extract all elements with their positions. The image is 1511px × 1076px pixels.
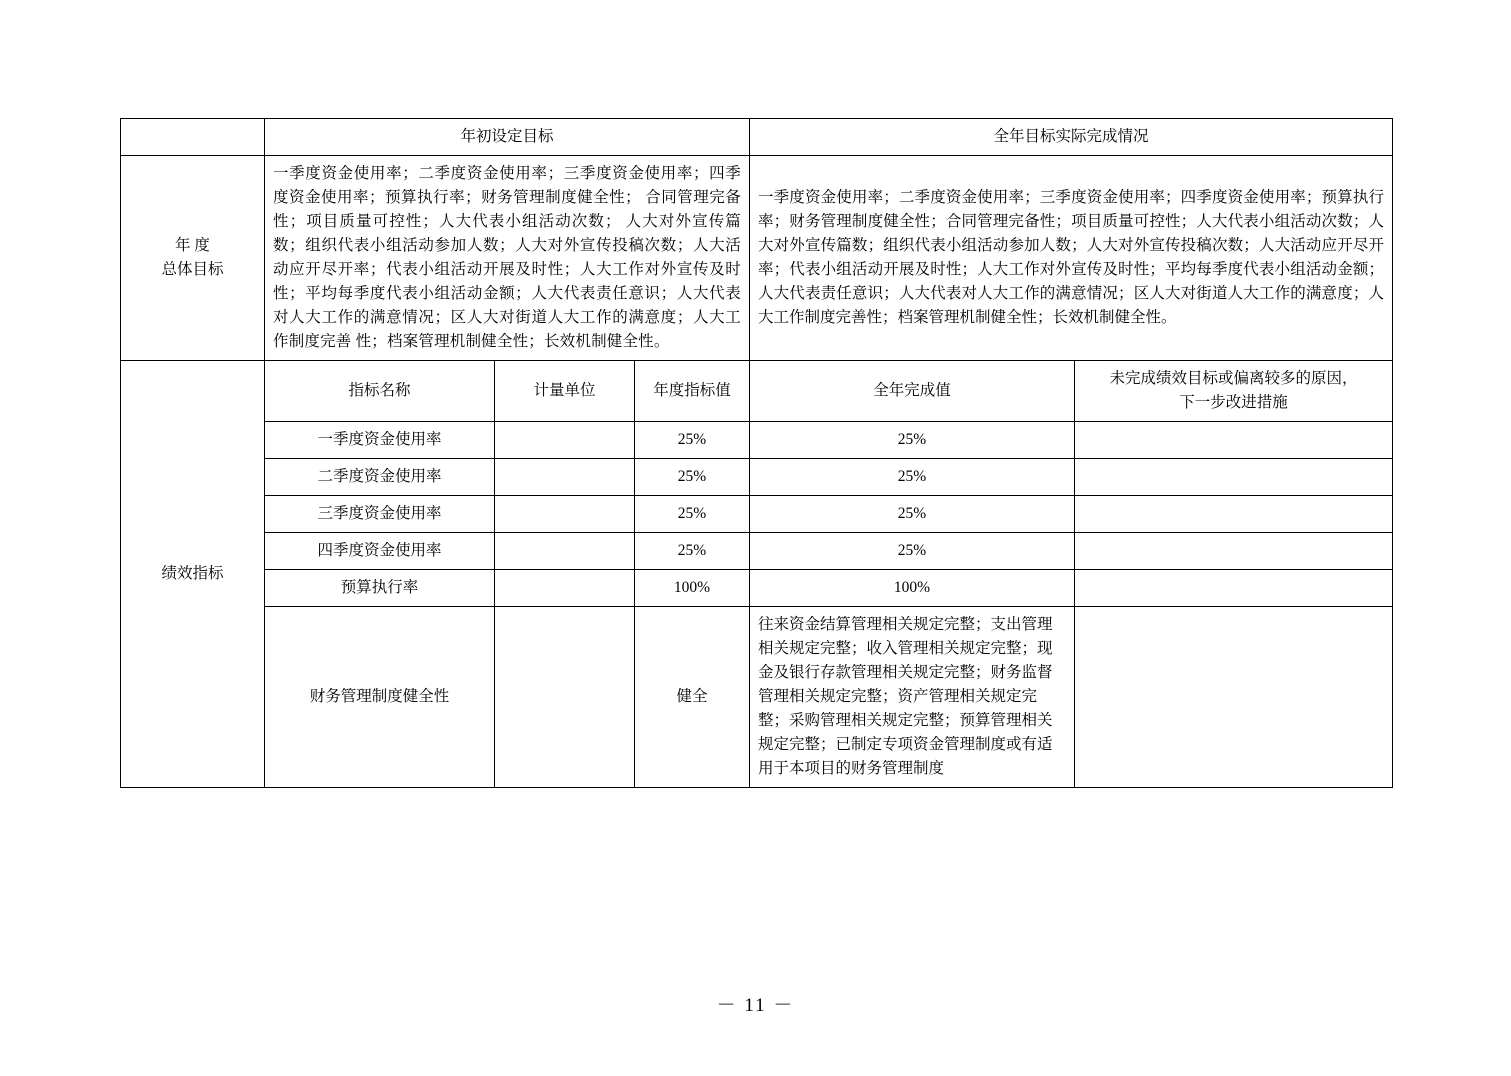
indicator-actual: 100% xyxy=(750,570,1075,607)
annual-goal-actual-text: 一季度资金使用率；二季度资金使用率；三季度资金使用率；四季度资金使用率；预算执行率；财务管理制度健全性；合同管理完备性；项目质量可控性；人大代表小组活动次数；人大对外宣传篇数；组织代表小组活动参加人数；人大对外宣传投稿次数；人大活动应开尽开率；代表小组活动开展及时性；人大工作对外宣传及时性；平均每季度代表小组活动金额；人大代表责任意识；人大代表对人大工作的满意情况；区人大对街道人大工作的满意度；人大工作制度完善性；档案管理机制健全性；长效机制健全性。 xyxy=(750,156,1393,361)
indicator-actual: 25% xyxy=(750,496,1075,533)
indicator-reason xyxy=(1075,422,1393,459)
indicator-actual: 25% xyxy=(750,422,1075,459)
annual-goal-label-line2: 总体目标 xyxy=(161,261,224,279)
indicator-target: 25% xyxy=(635,459,750,496)
indicator-unit xyxy=(495,496,635,533)
indicator-reason xyxy=(1075,607,1393,788)
table-row xyxy=(121,422,1393,459)
indicator-target: 100% xyxy=(635,570,750,607)
indicator-unit xyxy=(495,570,635,607)
annual-goal-label xyxy=(121,156,265,361)
column-reason-line2: 下一步改进措施 xyxy=(1179,394,1288,412)
indicator-unit xyxy=(495,607,635,788)
table-row xyxy=(121,607,1393,788)
indicator-section-label: 绩效指标 xyxy=(121,361,265,788)
header-initial-goal: 年初设定目标 xyxy=(265,119,750,156)
column-annual-actual: 全年完成值 xyxy=(750,361,1075,422)
indicator-name: 四季度资金使用率 xyxy=(265,533,495,570)
indicator-columns-row xyxy=(121,361,1393,422)
indicator-actual: 25% xyxy=(750,533,1075,570)
indicator-reason xyxy=(1075,496,1393,533)
header-actual-completion: 全年目标实际完成情况 xyxy=(750,119,1393,156)
indicator-unit xyxy=(495,533,635,570)
indicator-name: 一季度资金使用率 xyxy=(265,422,495,459)
indicator-name: 二季度资金使用率 xyxy=(265,459,495,496)
table-row xyxy=(121,533,1393,570)
indicator-target: 25% xyxy=(635,533,750,570)
indicator-target: 健全 xyxy=(635,607,750,788)
indicator-actual: 往来资金结算管理相关规定完整；支出管理相关规定完整；收入管理相关规定完整；现金及银行存款管理相关规定完整；财务监督管理相关规定完整；资产管理相关规定完整；采购管理相关规定完整；预算管理相关规定完整；已制定专项资金管理制度或有适用于本项目的财务管理制度 xyxy=(750,607,1075,788)
performance-table-container xyxy=(120,118,1392,788)
performance-table xyxy=(120,118,1393,788)
annual-goal-label-line1: 年 度 xyxy=(175,237,210,255)
indicator-target: 25% xyxy=(635,422,750,459)
indicator-reason xyxy=(1075,533,1393,570)
table-row xyxy=(121,496,1393,533)
column-reason-line1: 未完成绩效目标或偏离较多的原因， xyxy=(1109,370,1358,388)
column-reason xyxy=(1075,361,1393,422)
column-indicator-name: 指标名称 xyxy=(265,361,495,422)
indicator-name: 三季度资金使用率 xyxy=(265,496,495,533)
indicator-reason xyxy=(1075,459,1393,496)
annual-goal-row xyxy=(121,156,1393,361)
indicator-reason xyxy=(1075,570,1393,607)
indicator-name: 财务管理制度健全性 xyxy=(265,607,495,788)
column-unit: 计量单位 xyxy=(495,361,635,422)
header-corner-cell xyxy=(121,119,265,156)
indicator-unit xyxy=(495,422,635,459)
table-row xyxy=(121,570,1393,607)
column-annual-target: 年度指标值 xyxy=(635,361,750,422)
page-number: － 11 － xyxy=(716,995,795,1016)
table-row xyxy=(121,459,1393,496)
annual-goal-initial-text: 一季度资金使用率；二季度资金使用率；三季度资金使用率；四季度资金使用率；预算执行率；财务管理制度健全性； 合同管理完备性；项目质量可控性；人大代表小组活动次数； 人大对外宣传篇数；组织代表小组活动参加人数；人大对外宣传投稿次数；人大活动应开尽开率；代表小组活动开展及时性；人大工作对外宣传及时性；平均每季度代表小组活动金额；人大代表责任意识；人大代表对人大工作的满意情况；区人大对街道人大工作的满意度；人大工作制度完善 性；档案管理机制健全性；长效机制健全性。 xyxy=(265,156,750,361)
indicator-unit xyxy=(495,459,635,496)
table-header-row xyxy=(121,119,1393,156)
indicator-target: 25% xyxy=(635,496,750,533)
indicator-name: 预算执行率 xyxy=(265,570,495,607)
indicator-actual: 25% xyxy=(750,459,1075,496)
